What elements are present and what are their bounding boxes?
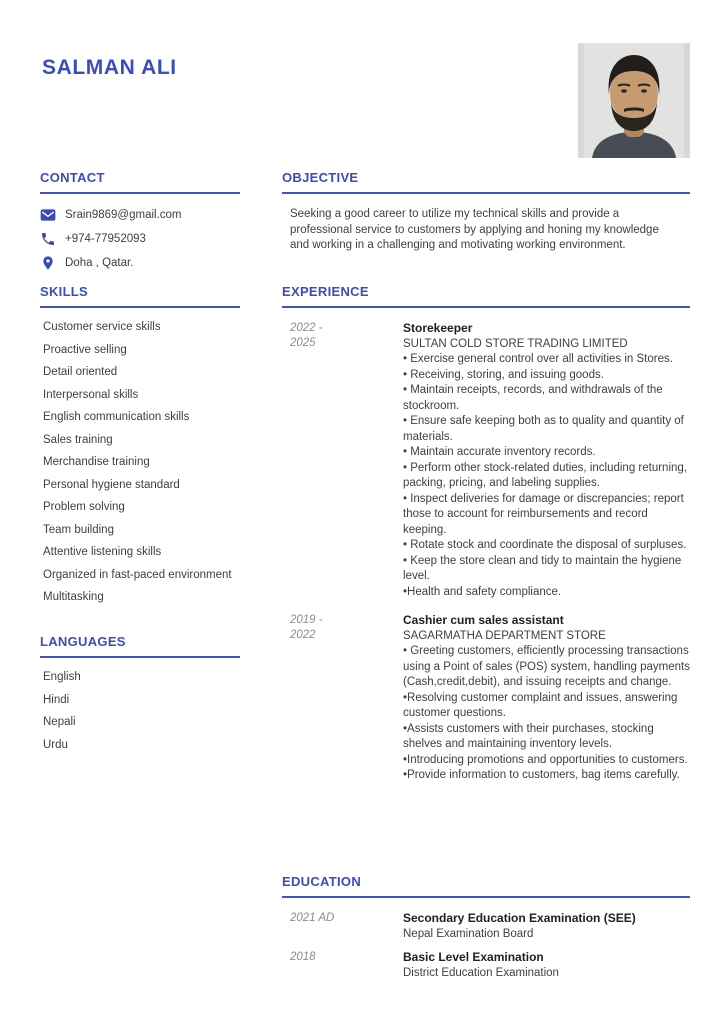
languages-list (40, 671, 240, 752)
job-title: Cashier cum sales assistant (403, 613, 564, 627)
contact-section-title: CONTACT (40, 170, 240, 194)
job-duty: •Resolving customer complaint and issues, answering customer questions. (403, 691, 678, 719)
education-section-title: EDUCATION (282, 874, 690, 898)
contact-location (40, 255, 240, 271)
objective-text: Seeking a good career to utilize my technical skills and provide a professional service to customers by applying and honing my knowledge and working in a challenging and motivating working environment. (290, 208, 659, 252)
job-duty: • Maintain accurate inventory records. (403, 446, 596, 458)
experience-section-title: EXPERIENCE (282, 284, 690, 308)
contact-section (40, 170, 240, 279)
job-title: Storekeeper (403, 321, 473, 335)
language-item: Urdu (43, 738, 68, 751)
job-duty: •Health and safety compliance. (403, 585, 562, 598)
experience-dates (282, 321, 403, 600)
page-title: SALMAN ALI (42, 56, 177, 79)
degree-title: Secondary Education Examination (SEE) (403, 911, 636, 925)
job-duty: •Provide information to customers, bag items carefully. (403, 769, 680, 781)
profile-photo-image (578, 43, 690, 158)
institution-name: Nepal Examination Board (403, 927, 534, 940)
skill-item: Detail oriented (43, 366, 118, 378)
skill-item: Attentive listening skills (43, 546, 162, 558)
job-duty: •Introducing promotions and opportunities to customers. (403, 753, 688, 766)
contact-email-text: Srain9869@gmail.com (65, 208, 182, 221)
education-detail (403, 911, 690, 942)
skill-item: Personal hygiene standard (43, 478, 180, 491)
skill-item: Merchandise training (43, 456, 150, 468)
skills-list (40, 321, 240, 605)
skill-item: Interpersonal skills (43, 388, 139, 401)
contact-phone (40, 231, 240, 247)
experience-dates (282, 613, 403, 784)
skill-item: Multitasking (43, 591, 104, 603)
language-item: English (43, 671, 81, 683)
profile-photo (578, 43, 690, 158)
objective-section-title: OBJECTIVE (282, 170, 690, 194)
company-name: SAGARMATHA DEPARTMENT STORE (403, 629, 606, 642)
skill-item: English communication skills (43, 411, 190, 423)
experience-date-from: 2019 - (290, 614, 323, 626)
job-duty: • Greeting customers, efficiently processing transactions using a Point of sales (POS) system, handling payments (Cash,credit,debit), and issuing receipts and change. (403, 645, 691, 688)
company-name: SULTAN COLD STORE TRADING LIMITED (403, 337, 628, 350)
contact-email (40, 207, 240, 223)
experience-date-to: 2025 (290, 337, 316, 349)
job-duty: •Assists customers with their purchases, stocking shelves and maintaining inventory levels. (403, 722, 654, 750)
experience-entry (282, 321, 690, 600)
education-date: 2018 (290, 951, 316, 963)
contact-list (40, 207, 240, 271)
phone-icon (40, 231, 56, 247)
objective-section (282, 170, 690, 254)
skill-item: Problem solving (43, 501, 125, 513)
institution-name: District Education Examination (403, 966, 559, 979)
job-duties-list (403, 352, 690, 600)
skills-section-title: SKILLS (40, 284, 240, 308)
skill-item: Team building (43, 523, 114, 536)
job-duties-list (403, 644, 690, 784)
languages-section (40, 634, 240, 761)
job-duty: • Rotate stock and coordinate the disposal of surpluses. (403, 539, 687, 551)
education-entry (282, 950, 690, 981)
languages-section-title: LANGUAGES (40, 634, 240, 658)
skill-item: Organized in fast-paced environment (43, 568, 232, 581)
education-detail (403, 950, 690, 981)
skill-item: Proactive selling (43, 343, 127, 356)
job-duty: • Ensure safe keeping both as to quality and quantity of materials. (403, 415, 684, 443)
language-item: Nepali (43, 716, 76, 728)
education-entry (282, 911, 690, 942)
education-date: 2021 AD (290, 912, 335, 924)
skill-item: Customer service skills (43, 321, 161, 333)
job-duty: • Receiving, storing, and issuing goods. (403, 368, 604, 381)
job-duty: • Keep the store clean and tidy to maintain the hygiene level. (403, 554, 682, 582)
experience-section (282, 284, 690, 784)
experience-entry (282, 613, 690, 784)
job-duty: • Maintain receipts, records, and withdrawals of the stockroom. (403, 384, 663, 412)
degree-title: Basic Level Examination (403, 950, 544, 964)
job-duty: • Exercise general control over all activities in Stores. (403, 353, 673, 365)
location-icon (40, 255, 56, 271)
experience-detail (403, 321, 690, 600)
skills-section (40, 284, 240, 614)
skill-item: Sales training (43, 433, 113, 446)
contact-location-text: Doha , Qatar. (65, 256, 134, 269)
contact-phone-text: +974-77952093 (65, 232, 146, 245)
job-duty: • Perform other stock-related duties, including returning, packing, pricing, and labeling supplies. (403, 461, 687, 489)
experience-date-to: 2022 (290, 629, 316, 641)
job-duty: • Inspect deliveries for damage or discrepancies; report those to account for reimbursements and record keeping. (403, 492, 684, 536)
language-item: Hindi (43, 693, 70, 706)
experience-detail (403, 613, 690, 784)
experience-date-from: 2022 - (290, 322, 323, 334)
education-section (282, 874, 690, 981)
email-icon (40, 207, 56, 223)
